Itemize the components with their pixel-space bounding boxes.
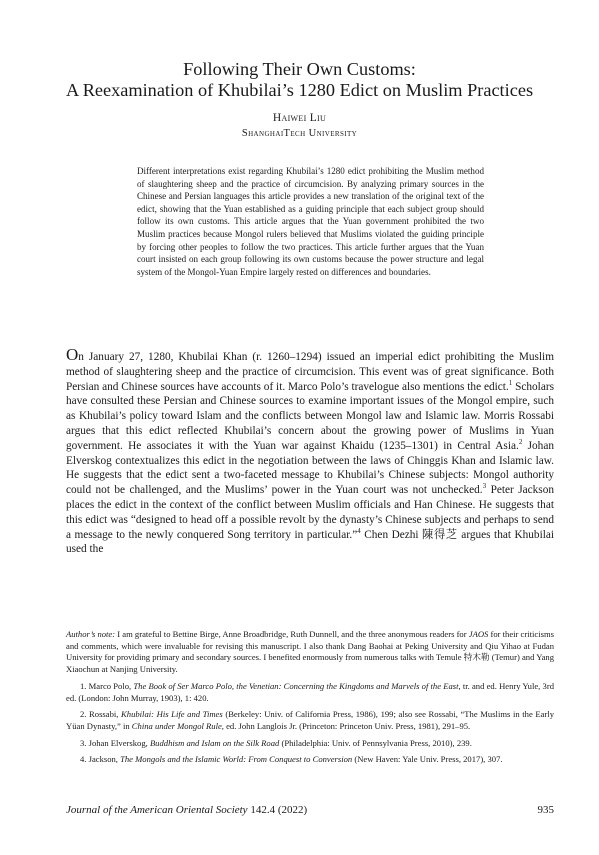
footnote-2-title-2: China under Mongol Rule [131,720,222,731]
footnote-2-mid: (Berkeley: Univ. of California Press, 1986), 199; also see Rossabi, “The Muslims in the Early Yüan Dynasty,” in [66,709,555,731]
footnote-2-post: , ed. John Langlois Jr. (Princeton: Princeton Univ. Press, 1981), 291–95. [221,720,471,731]
authors-note-label: Author’s note: [66,629,116,639]
footnote-3-title: Buddhism and Islam on the Silk Road [149,737,280,748]
journal-name: Journal of the American Oriental Society [66,804,248,816]
authors-note [66,629,554,676]
authors-note-text-2: for their criticisms and comments, which were invaluable for revising this manuscript. I also thank Dang Baohai at Peking University and Qiu Yihao at Fudan University for providing primary and secondary sources. I benefited enormously from numerous talks with Temule 特木勒 (Temur) and Yang Xiaochun at Nanjing University. [66,629,554,675]
body-segment-4: Peter Jackson places the edict in the context of the conflict between Muslim officials and Han Chinese. He suggests that this edict was “designed to head off a possible revolt by the dynasty’s Chinese subjects and perhaps to send a message to the newly conquered Song territory in particular.” [66,484,554,541]
title-line-1: Following Their Own Customs: [183,59,416,79]
journal-issue: 142.4 (2022) [247,804,308,816]
authors-note-journal: JAOS [468,629,489,639]
body-segment-1: n January 27, 1280, Khubilai Khan (r. 1260–1294) issued an imperial edict prohibiting the Muslim method of slaughtering sheep and the practice of circumcision. This event was of great significance. Both Persian and Chinese sources have accounts of it. Marco Polo’s travelogue also mentions the edict. [66,351,554,393]
footnote-3-pre: 3. Johan Elverskog, [80,737,150,748]
authors-note-text-1: I am grateful to Bettine Birge, Anne Broadbridge, Ruth Dunnell, and the three anonymous readers for [115,629,469,639]
journal-citation [66,804,307,816]
footnote-2-pre: 2. Rossabi, [80,709,122,720]
body-segment-5: Chen Dezhi 陳得芝 argues that Khubilai used the [66,528,554,556]
footnote-ref-1[interactable]: 1 [508,378,513,387]
author-name: Haiwei Liu [272,112,327,124]
footnote-ref-4[interactable]: 4 [357,526,361,535]
footnote-3 [66,738,554,750]
footnote-ref-3[interactable]: 3 [482,482,487,491]
footnote-2-title: Khubilai: His Life and Times [121,709,223,720]
footnotes [66,629,554,766]
body-text [66,345,554,557]
abstract: Different interpretations exist regarding Khubilai’s 1280 edict prohibiting the Muslim method of slaughtering sheep and the practice of circumcision. By analyzing primary sources in the Chinese and Persian languages this article provides a new translation of the original text of the edict, showing that the Yuan established as a guiding principle that each subject group should follow its own customs. This article argues that the Yuan government prohibited the two Muslim practices because Mongol rulers believed that Muslims violated the guiding principle by forcing other peoples to follow the two practices. This article further argues that the Yuan court insisted on each group following its own customs because the power structure and legal system of the Mongol-Yuan Empire largely rested on differences and boundaries. [137,166,484,277]
footnote-4 [66,754,554,766]
body-segment-2: Scholars have consulted these Persian and Chinese sources to examine important issues of the Mongol empire, such as Khubilai’s policy toward Islam and the conflicts between Mongol law and Islamic law. Morris Rossabi argues that this edict reflected Khubilai’s concern about the growing power of Muslims in Yuan government. He associates it with the Yuan war against Khaidu (1235–1301) in Central Asia. [66,380,554,452]
article-title [40,59,559,101]
page-number: 935 [537,804,554,816]
footnote-1-post: , tr. and ed. Henry Yule, 3rd ed. (London: John Murray, 1903), 1: 420. [66,680,554,703]
footnote-3-post: (Philadelphia: Univ. of Pennsylvania Press, 2010), 239. [279,737,472,748]
footnote-4-title: The Mongols and the Islamic World: From Conquest to Conversion [120,754,353,765]
footnote-4-post: (New Haven: Yale Univ. Press, 2017), 307. [352,754,503,765]
title-line-2: A Reexamination of Khubilai’s 1280 Edict on Muslim Practices [65,80,534,100]
footnote-2 [66,709,554,732]
body-segment-3: Johan Elverskog contextualizes this edict in the negotiation between the laws of Chinggis Khan and Islamic law. He suggests that the edict sent a two-faceted message to Khubilai’s Chinese subjects: Mongol authority could not be challenged, and the Muslims’ power in the Yuan court was not unchecked. [66,439,554,497]
footnote-ref-2[interactable]: 2 [518,438,523,447]
footnote-1-title: The Book of Ser Marco Polo, the Venetian: Concerning the Kingdoms and Marvels of the East [133,680,459,691]
page-footer [66,804,554,816]
footnote-1 [66,681,554,704]
footnote-4-pre: 4. Jackson, [80,754,121,765]
drop-cap: O [66,345,79,364]
author-affiliation: ShanghaiTech University [241,128,358,139]
footnote-1-pre: 1. Marco Polo, [80,680,134,691]
